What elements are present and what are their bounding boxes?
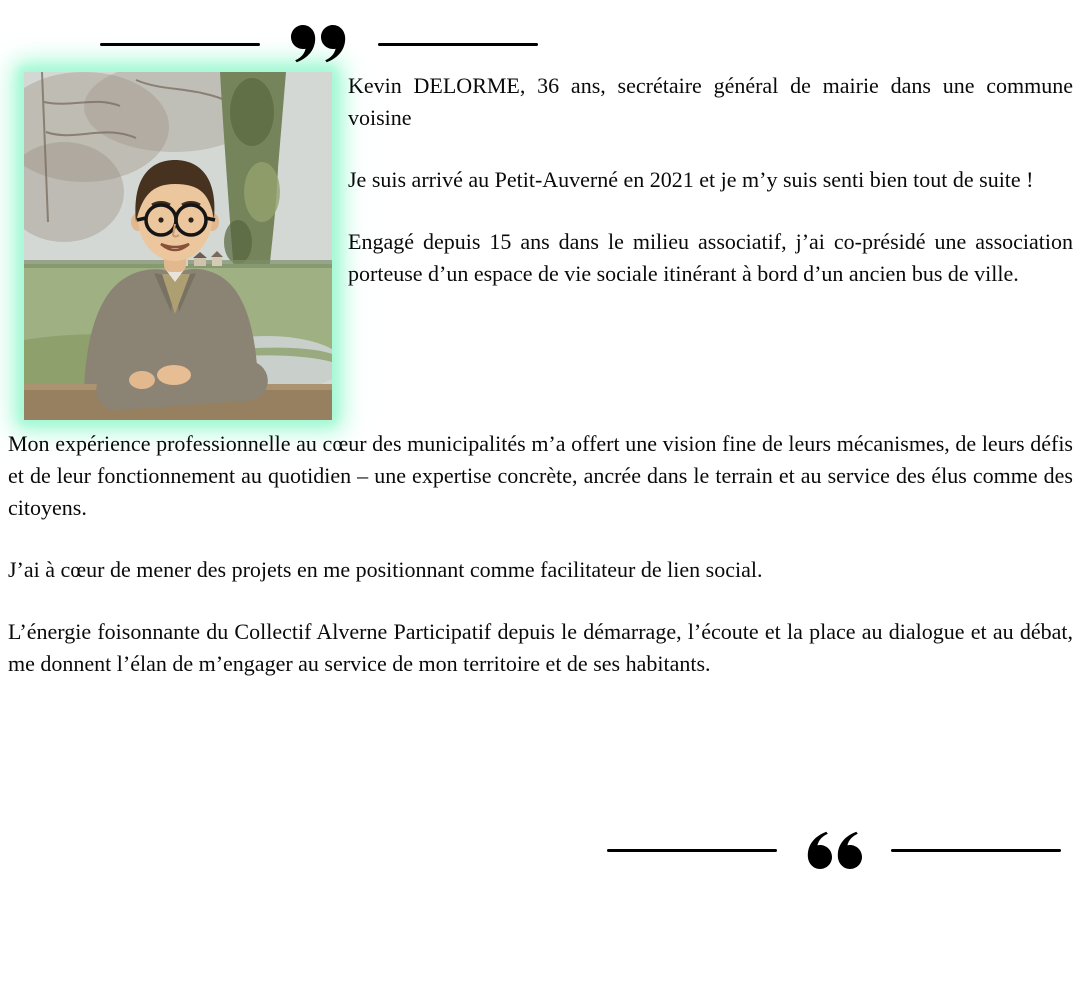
decorative-rule-top-left [100,43,260,46]
paragraph-association: Engagé depuis 15 ans dans le milieu associatif, j’ai co-présidé une association porteuse d’un espace de vie sociale itinérant à bord d’un ancien bus de ville. [348,229,1073,286]
closing-quote-decoration [0,830,1061,870]
decorative-rule-bottom-right [891,849,1061,852]
opening-quotes-icon [290,24,348,64]
testimonial-content [0,70,1085,680]
profile-photo-illustration [24,72,332,420]
closing-quotes-icon [805,830,863,870]
paragraph-experience: Mon expérience professionnelle au cœur des municipalités m’a offert une vision fine de leurs mécanismes, de leurs défis et de leur fonctionnement au quotidien – une expertise concrète, ancrée dans le terrain et au service des élus comme des citoyens. [8,431,1073,520]
profile-photo [24,72,332,420]
opening-quote-decoration [100,24,538,64]
decorative-rule-top-right [378,43,538,46]
decorative-rule-bottom-left [607,849,777,852]
paragraph-energy: L’énergie foisonnante du Collectif Alverne Participatif depuis le démarrage, l’écoute et la place au dialogue et au débat, me donnent l’élan de m’engager au service de mon territoire et de ses habitants. [8,619,1073,676]
paragraph-arrival: Je suis arrivé au Petit-Auverné en 2021 et je m’y suis senti bien tout de suite ! [348,167,1034,192]
paragraph-intro: Kevin DELORME, 36 ans, secrétaire général de mairie dans une commune voisine [348,73,1073,130]
paragraph-projects: J’ai à cœur de mener des projets en me positionnant comme facilitateur de lien social. [8,557,763,582]
